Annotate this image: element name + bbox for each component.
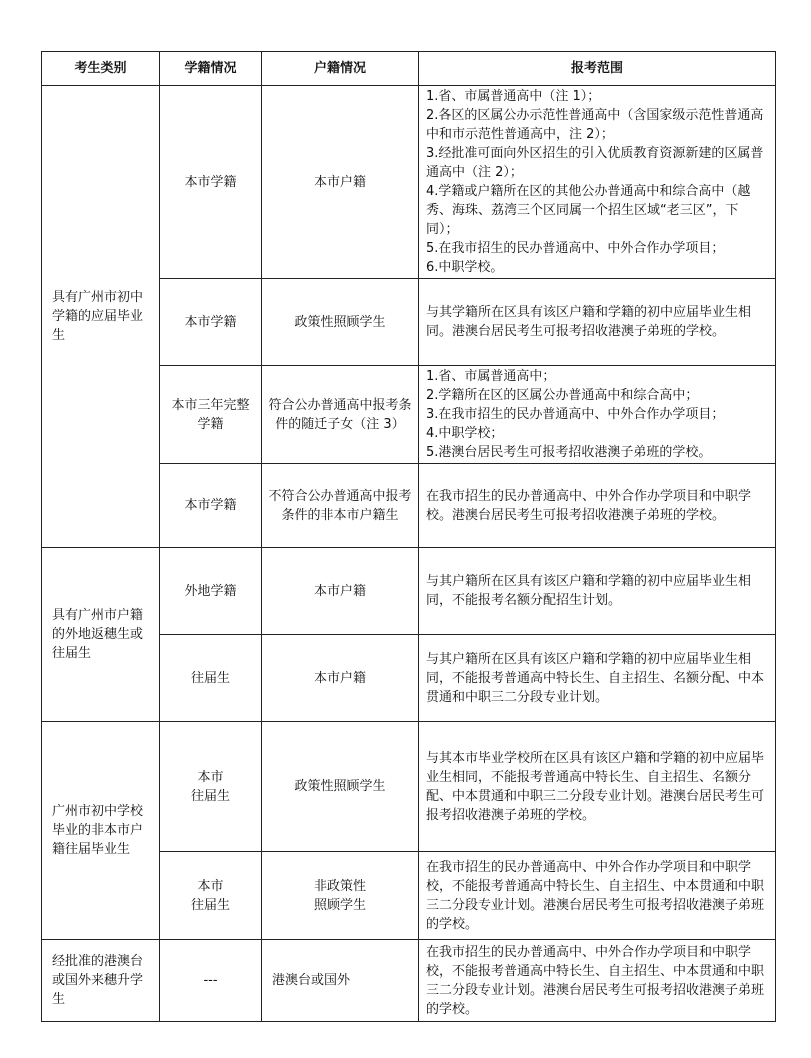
scope-line: 与其学籍所在区具有该区户籍和学籍的初中应届毕业生相同。港澳台居民考生可报考招收港澳子弟班的学校。: [426, 305, 752, 339]
application-scope-cell: [419, 722, 776, 852]
admission-scope-table: [41, 51, 776, 1022]
household-status-cell: 符合公办普通高中报考条件的随迁子女（注 3）: [262, 366, 419, 464]
household-status-cell: 港澳台或国外: [262, 940, 419, 1022]
application-scope-cell: [419, 635, 776, 722]
scope-line: 3.经批准可面向外区招生的引入优质教育资源新建的区属普通高中（注 2）；: [426, 146, 764, 180]
application-scope-cell: [419, 464, 776, 548]
scope-line: 在我市招生的民办普通高中、中外合作办学项目和中职学校，不能报考普通高中特长生、自主招生、中本贯通和中职三二分段专业计划。港澳台居民考生可报考招收港澳子弟班的学校。: [426, 859, 765, 932]
application-scope-cell: [419, 940, 776, 1022]
school-status-cell: 本市 往届生: [160, 722, 262, 852]
scope-line: 1.省、市属普通高中（注 1）；: [426, 89, 601, 104]
scope-line: 6.中职学校。: [426, 260, 504, 275]
table-body: [42, 86, 776, 1022]
application-scope-cell: [419, 279, 776, 366]
school-status-cell: 本市 往届生: [160, 852, 262, 940]
scope-line: 在我市招生的民办普通高中、中外合作办学项目和中职学校。港澳台居民考生可报考招收港澳子弟班的学校。: [426, 488, 752, 523]
table-row: [42, 940, 776, 1022]
header-household-status: 户籍情况: [262, 52, 419, 86]
household-status-cell: 政策性照顾学生: [262, 279, 419, 366]
school-status-cell: 本市学籍: [160, 279, 262, 366]
table-header: [42, 52, 776, 86]
header-row: [42, 52, 776, 86]
household-status-cell: 本市户籍: [262, 86, 419, 279]
table-row: [42, 86, 776, 279]
header-candidate-category: 考生类别: [42, 52, 160, 86]
scope-line: 2.各区的区属公办示范性普通高中（含国家级示范性普通高中和市示范性普通高中，注 2）；: [426, 108, 764, 142]
school-status-cell: ---: [160, 940, 262, 1022]
candidate-category-cell: 具有广州市户籍的外地返穗生或往届生: [42, 548, 160, 722]
application-scope-cell: [419, 86, 776, 279]
household-status-cell: 政策性照顾学生: [262, 722, 419, 852]
school-status-cell: 本市学籍: [160, 464, 262, 548]
household-status-cell: 本市户籍: [262, 548, 419, 635]
candidate-category-cell: 具有广州市初中学籍的应届毕业生: [42, 86, 160, 548]
school-status-cell: 本市三年完整学籍: [160, 366, 262, 464]
school-status-cell: 往届生: [160, 635, 262, 722]
scope-line: 3.在我市招生的民办普通高中、中外合作办学项目；: [426, 407, 725, 422]
household-status-cell: 本市户籍: [262, 635, 419, 722]
header-school-status: 学籍情况: [160, 52, 262, 86]
scope-line: 4.学籍或户籍所在区的其他公办普通高中和综合高中（越秀、海珠、荔湾三个区同属一个招生区域“老三区”，下同）；: [426, 184, 751, 237]
scope-line: 2.学籍所在区的区属公办普通高中和综合高中；: [426, 388, 699, 403]
table-row: [42, 722, 776, 852]
application-scope-cell: [419, 548, 776, 635]
application-scope-cell: [419, 366, 776, 464]
candidate-category-cell: 经批准的港澳台或国外来穗升学生: [42, 940, 160, 1022]
scope-line: 1.省、市属普通高中；: [426, 369, 556, 384]
household-status-cell: 不符合公办普通高中报考条件的非本市户籍生: [262, 464, 419, 548]
scope-line: 5.港澳台居民考生可报考招收港澳子弟班的学校。: [426, 445, 712, 460]
scope-line: 与其户籍所在区具有该区户籍和学籍的初中应届毕业生相同，不能报考普通高中特长生、自主招生、名额分配、中本贯通和中职三二分段专业计划。: [426, 651, 765, 705]
school-status-cell: 本市学籍: [160, 86, 262, 279]
application-scope-cell: [419, 852, 776, 940]
candidate-category-cell: 广州市初中学校毕业的非本市户籍往届毕业生: [42, 722, 160, 940]
household-status-cell: 非政策性 照顾学生: [262, 852, 419, 940]
school-status-cell: 外地学籍: [160, 548, 262, 635]
scope-line: 与其本市毕业学校所在区具有该区户籍和学籍的初中应届毕业生相同，不能报考普通高中特长生、自主招生、名额分配、中本贯通和中职三二分段专业计划。港澳台居民考生可报考招收港澳子弟班的学校。: [426, 750, 765, 823]
header-application-scope: 报考范围: [419, 52, 776, 86]
scope-line: 在我市招生的民办普通高中、中外合作办学项目和中职学校，不能报考普通高中特长生、自主招生、中本贯通和中职三二分段专业计划。港澳台居民考生可报考招收港澳子弟班的学校。: [426, 944, 765, 1017]
scope-line: 4.中职学校；: [426, 426, 504, 441]
table-row: [42, 548, 776, 635]
scope-line: 5.在我市招生的民办普通高中、中外合作办学项目；: [426, 241, 725, 256]
scope-line: 与其户籍所在区具有该区户籍和学籍的初中应届毕业生相同，不能报考名额分配招生计划。: [426, 574, 752, 608]
